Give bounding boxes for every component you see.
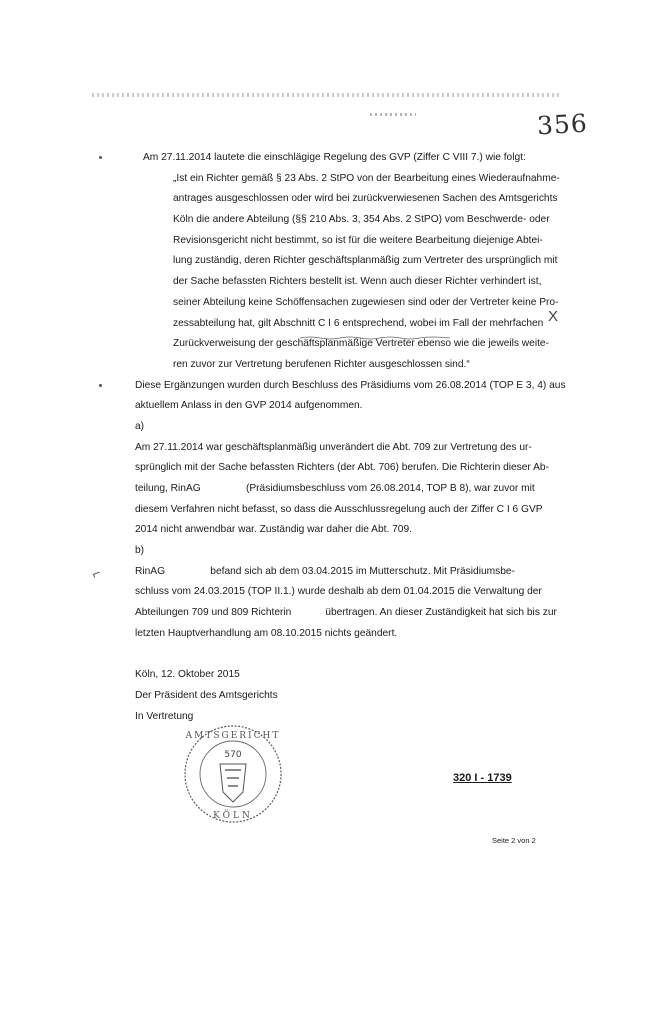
quote-line: Köln die andere Abteilung (§§ 210 Abs. 3, 354 Abs. 2 StPO) vom Beschwerde- oder [173, 214, 550, 226]
scan-artifact-line [92, 93, 562, 97]
margin-pen-mark: ⌐ [89, 564, 103, 582]
quote-line: zessabteilung hat, gilt Abschnitt C I 6 entsprechend, wobei im Fall der mehrfachen [173, 317, 544, 329]
signatory-title: Der Präsident des Amtsgerichts [135, 689, 278, 701]
text-line: Am 27.11.2014 war geschäftsplanmäßig unverändert die Abt. 709 zur Vertretung des ur- [135, 441, 532, 453]
punch-mark [99, 156, 102, 159]
text-line: teilung, RinAG (Präsidiumsbeschluss vom 26.08.2014, TOP B 8), war zuvor mit [135, 483, 535, 494]
text-line: schluss vom 24.03.2015 (TOP II.1.) wurde deshalb ab dem 01.04.2015 die Verwaltung der [135, 586, 542, 598]
section-label-a: a) [135, 420, 145, 432]
page-indicator: Seite 2 von 2 [492, 836, 536, 845]
punch-mark [99, 384, 102, 387]
letter-body [135, 148, 566, 727]
text-line: RinAG befand sich ab dem 03.04.2015 im Mutterschutz. Mit Präsidiumsbe- [135, 565, 515, 577]
quote-line: ren zuvor zur Vertretung berufenen Richter ausgeschlossen sind.“ [173, 358, 470, 370]
text-line: letzten Hauptverhandlung am 08.10.2015 nichts geändert. [135, 627, 398, 639]
quote-line: seiner Abteilung keine Schöffensachen zugewiesen sind oder der Vertreter keine Pro- [173, 296, 559, 308]
text-line: Am 27.11.2014 lautete die einschlägige Regelung des GVP (Ziffer C VIII 7.) wie folgt: [143, 152, 526, 163]
section-label-b: b) [135, 545, 145, 557]
quote-line: der Sache befassten Richters bestellt ist. Wenn auch dieser Richter verhindert ist, [173, 276, 542, 288]
text-line: aktuellem Anlass in den GVP 2014 aufgenommen. [135, 400, 363, 412]
svg-text:570: 570 [224, 750, 242, 760]
quote-line: Zurückverweisung der geschäftsplanmäßige Vertreter ebenso wie die jeweils weite- [173, 338, 549, 350]
svg-text:AMTSGERICHT: AMTSGERICHT [185, 731, 281, 741]
file-reference: 320 I - 1739 [453, 772, 512, 784]
court-seal [180, 722, 286, 826]
quote-line: Revisionsgericht nicht bestimmt, so ist für die weitere Bearbeitung diejenige Abtei- [173, 234, 543, 246]
quote-line: lung zuständig, deren Richter geschäftsplanmäßig zum Vertreter des ursprünglich mit [173, 255, 558, 267]
margin-cross-mark: X [548, 308, 559, 325]
scan-artifact-line [370, 113, 416, 116]
place-date: Köln, 12. Oktober 2015 [135, 669, 240, 681]
svg-text:KÖLN: KÖLN [213, 811, 253, 821]
text-line: 2014 nicht anwendbar war. Zuständig war daher die Abt. 709. [135, 524, 412, 536]
text-line: diesem Verfahren nicht befasst, so dass die Ausschlussregelung auch der Ziffer C I 6 GVP [135, 503, 543, 515]
handwritten-page-number: 356 [536, 108, 589, 141]
text-line: Abteilungen 709 und 809 Richterin übertragen. An dieser Zuständigkeit hat sich bis zur [135, 607, 557, 619]
text-line: Diese Ergänzungen wurden durch Beschluss des Präsidiums vom 26.08.2014 (TOP E 3, 4) aus [135, 379, 566, 391]
text-line: sprünglich mit der Sache befassten Richters (der Abt. 706) berufen. Die Richterin dieser Ab- [135, 462, 549, 474]
quote-line: antrages ausgeschlossen oder wird bei zurückverwiesenen Sachen des Amtsgerichts [173, 193, 558, 205]
quote-line: „Ist ein Richter gemäß § 23 Abs. 2 StPO von der Bearbeitung eines Wiederaufnahme- [173, 172, 560, 184]
signatory-note: In Vertretung [135, 710, 194, 722]
